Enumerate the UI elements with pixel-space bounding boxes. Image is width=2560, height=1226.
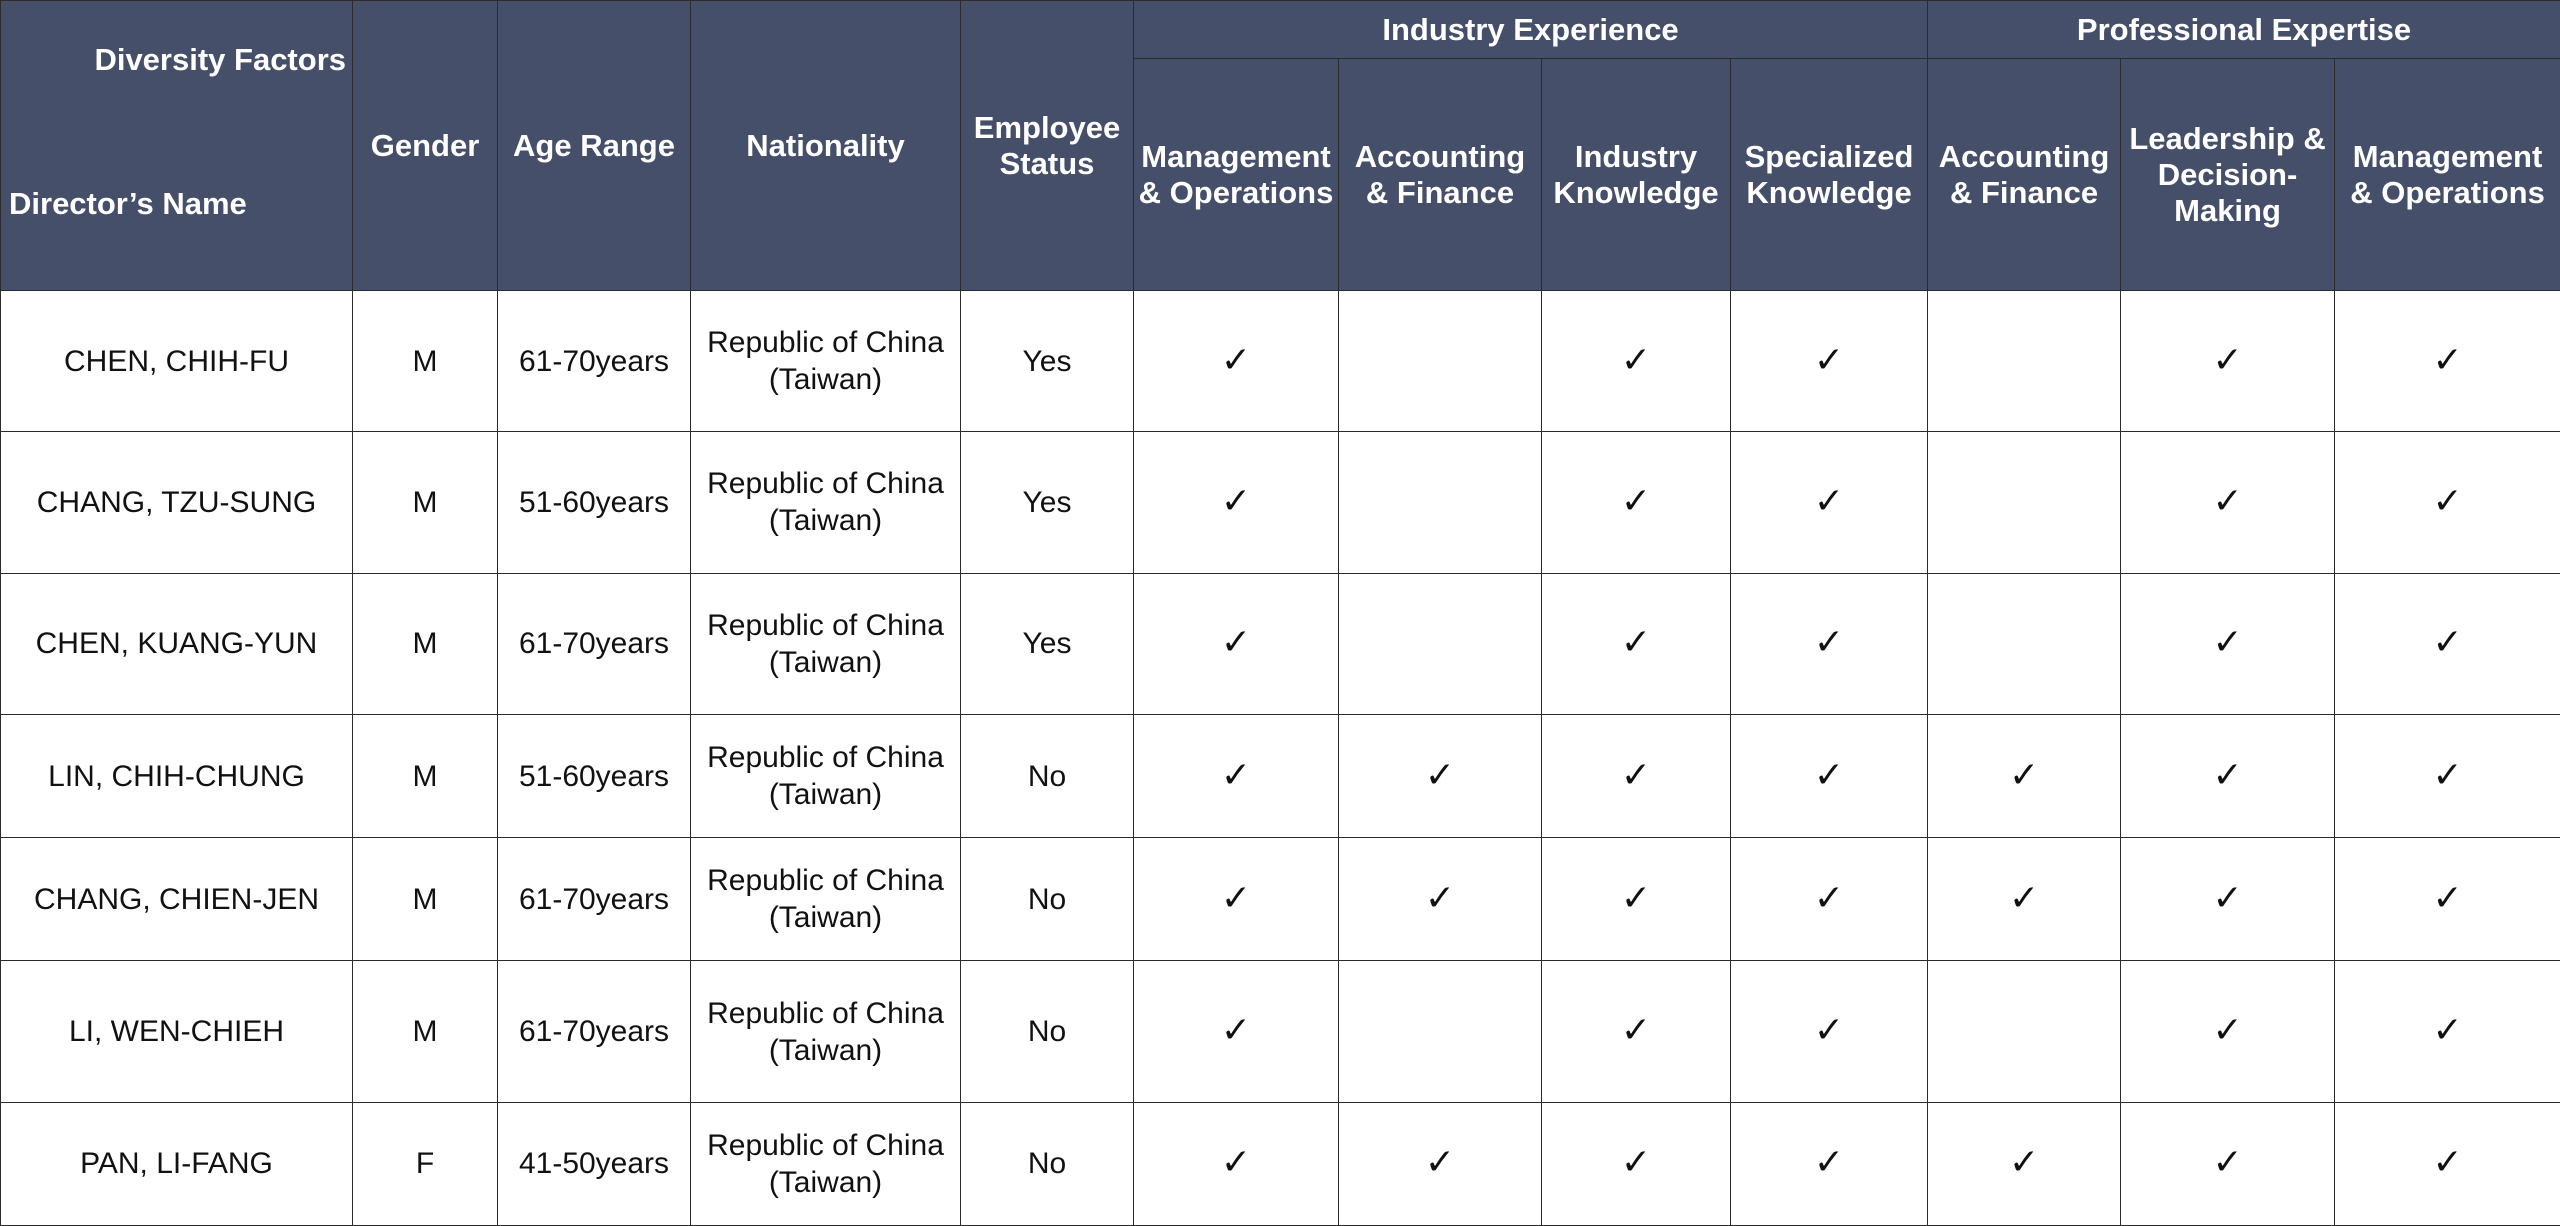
industry-experience-cell — [1134, 961, 1339, 1102]
table-header — [1, 1, 2560, 291]
check-mark-icon: ✓ — [1620, 622, 1652, 664]
industry-experience-cell — [1339, 1102, 1542, 1225]
nationality-line: (Taiwan) — [768, 504, 883, 538]
gender-cell: M — [353, 838, 498, 961]
check-mark-icon: ✓ — [1620, 1142, 1652, 1184]
gender-header: Gender — [353, 1, 498, 291]
nationality-cell — [691, 291, 961, 432]
professional-expertise-cell — [2121, 961, 2335, 1102]
employee-status-cell: No — [961, 1102, 1134, 1225]
professional-expertise-cell — [2121, 432, 2335, 573]
check-mark-icon: ✓ — [2212, 622, 2243, 664]
employee-status-cell: Yes — [961, 291, 1134, 432]
industry-experience-cell — [1731, 432, 1928, 573]
nationality-cell — [691, 838, 961, 961]
industry-experience-cell — [1134, 573, 1339, 714]
industry-experience-cell — [1731, 573, 1928, 714]
check-mark-icon: ✓ — [1620, 1010, 1652, 1052]
table-row — [1, 714, 2560, 837]
professional-expertise-cell — [1928, 432, 2121, 573]
industry-experience-cell — [1542, 961, 1731, 1102]
header-line: Management — [1141, 138, 1331, 174]
nationality-line: Republic of China — [707, 741, 944, 775]
director-name-cell: CHEN, CHIH-FU — [1, 291, 353, 432]
nationality-line: (Taiwan) — [768, 363, 883, 397]
check-mark-icon: ✓ — [1813, 339, 1845, 381]
header-line: Industry — [1574, 138, 1698, 174]
nationality-cell — [691, 432, 961, 573]
age-range-cell: 51-60years — [498, 432, 691, 573]
nationality-line: (Taiwan) — [768, 645, 883, 679]
check-mark-icon: ✓ — [1813, 754, 1845, 796]
professional-expertise-cell — [2335, 1102, 2560, 1225]
check-mark-icon: ✓ — [2212, 480, 2243, 522]
gender-cell: M — [353, 432, 498, 573]
director-name-cell: PAN, LI-FANG — [1, 1102, 353, 1225]
table-row — [1, 291, 2560, 432]
professional-expertise-cell — [2335, 291, 2560, 432]
header-line: Accounting — [1354, 138, 1526, 174]
check-mark-icon: ✓ — [1620, 339, 1652, 381]
professional-expertise-cell — [2121, 573, 2335, 714]
table-row — [1, 573, 2560, 714]
table-body — [1, 291, 2560, 1226]
check-mark-icon: ✓ — [2212, 754, 2243, 796]
header-line: Knowledge — [1553, 174, 1719, 210]
nationality-line: Republic of China — [707, 1128, 944, 1162]
gender-cell: M — [353, 714, 498, 837]
professional-expertise-cell — [1928, 1102, 2121, 1225]
professional-expertise-cell — [2335, 432, 2560, 573]
employee-status-header-line: Employee — [973, 109, 1121, 145]
expertise-col-header — [2121, 59, 2335, 291]
nationality-line: (Taiwan) — [768, 901, 883, 935]
header-line: Knowledge — [1746, 174, 1912, 210]
expertise-col-header — [2335, 59, 2560, 291]
nationality-line: (Taiwan) — [768, 1165, 883, 1199]
check-mark-icon: ✓ — [1620, 480, 1652, 522]
director-name-cell: LI, WEN-CHIEH — [1, 961, 353, 1102]
industry-experience-group-header: Industry Experience — [1134, 1, 1928, 59]
nationality-line: (Taiwan) — [768, 778, 883, 812]
check-mark-icon: ✓ — [2432, 1010, 2463, 1052]
professional-expertise-cell — [2335, 961, 2560, 1102]
check-mark-icon: ✓ — [2432, 877, 2463, 919]
industry-experience-cell — [1542, 432, 1731, 573]
check-mark-icon: ✓ — [1424, 1142, 1456, 1184]
director-name-cell: CHANG, TZU-SUNG — [1, 432, 353, 573]
check-mark-icon: ✓ — [1813, 622, 1845, 664]
industry-experience-cell — [1731, 838, 1928, 961]
check-mark-icon: ✓ — [1620, 754, 1652, 796]
age-range-cell: 51-60years — [498, 714, 691, 837]
professional-expertise-cell — [1928, 838, 2121, 961]
employee-status-cell: No — [961, 714, 1134, 837]
industry-experience-cell — [1339, 291, 1542, 432]
check-mark-icon: ✓ — [1813, 480, 1845, 522]
industry-experience-cell — [1134, 714, 1339, 837]
employee-status-header — [961, 1, 1134, 291]
employee-status-cell: No — [961, 838, 1134, 961]
professional-expertise-cell — [2121, 1102, 2335, 1225]
header-line: & Operations — [1138, 174, 1334, 210]
check-mark-icon: ✓ — [2008, 754, 2040, 796]
industry-experience-cell — [1731, 1102, 1928, 1225]
age-range-cell: 41-50years — [498, 1102, 691, 1225]
nationality-header: Nationality — [691, 1, 961, 291]
nationality-cell — [691, 573, 961, 714]
check-mark-icon: ✓ — [1813, 1010, 1845, 1052]
table-row — [1, 432, 2560, 573]
check-mark-icon: ✓ — [2432, 1142, 2463, 1184]
industry-col-header — [1339, 59, 1542, 291]
professional-expertise-cell — [2121, 291, 2335, 432]
check-mark-icon: ✓ — [2212, 1010, 2243, 1052]
industry-experience-cell — [1542, 1102, 1731, 1225]
nationality-line: Republic of China — [707, 864, 944, 898]
header-line: & Operations — [2350, 174, 2545, 210]
check-mark-icon: ✓ — [2212, 1142, 2243, 1184]
industry-experience-cell — [1134, 1102, 1339, 1225]
check-mark-icon: ✓ — [1220, 877, 1252, 919]
directors-name-label: Director’s Name — [9, 185, 247, 221]
industry-experience-cell — [1134, 838, 1339, 961]
header-line: Making — [2174, 192, 2281, 228]
gender-cell: M — [353, 291, 498, 432]
nationality-cell — [691, 1102, 961, 1225]
table-row — [1, 1102, 2560, 1225]
check-mark-icon: ✓ — [1424, 754, 1456, 796]
table-row — [1, 961, 2560, 1102]
header-line: Decision- — [2157, 156, 2298, 192]
industry-experience-cell — [1542, 714, 1731, 837]
professional-expertise-cell — [2335, 573, 2560, 714]
nationality-line: Republic of China — [707, 996, 944, 1030]
header-line: & Finance — [1365, 174, 1515, 210]
professional-expertise-cell — [1928, 573, 2121, 714]
professional-expertise-cell — [2121, 714, 2335, 837]
header-line: Specialized — [1744, 138, 1914, 174]
age-range-header: Age Range — [498, 1, 691, 291]
check-mark-icon: ✓ — [2432, 622, 2463, 664]
check-mark-icon: ✓ — [1220, 1142, 1252, 1184]
check-mark-icon: ✓ — [1813, 1142, 1845, 1184]
check-mark-icon: ✓ — [1220, 622, 1252, 664]
check-mark-icon: ✓ — [1220, 754, 1252, 796]
nationality-line: (Taiwan) — [768, 1033, 883, 1067]
check-mark-icon: ✓ — [2432, 754, 2463, 796]
header-line: Accounting — [1938, 138, 2110, 174]
age-range-cell: 61-70years — [498, 291, 691, 432]
professional-expertise-cell — [1928, 961, 2121, 1102]
nationality-line: Republic of China — [707, 608, 944, 642]
industry-experience-cell — [1339, 961, 1542, 1102]
professional-expertise-cell — [1928, 714, 2121, 837]
industry-experience-cell — [1542, 291, 1731, 432]
industry-experience-cell — [1731, 291, 1928, 432]
professional-expertise-cell — [2335, 714, 2560, 837]
expertise-col-header — [1928, 59, 2121, 291]
nationality-cell — [691, 961, 961, 1102]
check-mark-icon: ✓ — [1620, 877, 1652, 919]
age-range-cell: 61-70years — [498, 573, 691, 714]
industry-col-header — [1134, 59, 1339, 291]
professional-expertise-group-header: Professional Expertise — [1928, 1, 2560, 59]
director-name-cell: CHEN, KUANG-YUN — [1, 573, 353, 714]
industry-col-header — [1731, 59, 1928, 291]
industry-experience-cell — [1542, 838, 1731, 961]
professional-expertise-cell — [1928, 291, 2121, 432]
check-mark-icon: ✓ — [2432, 339, 2463, 381]
header-line: & Finance — [1949, 174, 2099, 210]
check-mark-icon: ✓ — [1220, 339, 1252, 381]
nationality-cell — [691, 714, 961, 837]
age-range-cell: 61-70years — [498, 961, 691, 1102]
industry-experience-cell — [1134, 291, 1339, 432]
professional-expertise-cell — [2121, 838, 2335, 961]
check-mark-icon: ✓ — [2432, 480, 2463, 522]
age-range-cell: 61-70years — [498, 838, 691, 961]
check-mark-icon: ✓ — [2008, 877, 2040, 919]
employee-status-header-line: Status — [999, 145, 1095, 181]
table-row — [1, 838, 2560, 961]
industry-experience-cell — [1731, 961, 1928, 1102]
check-mark-icon: ✓ — [2212, 877, 2243, 919]
industry-experience-cell — [1339, 573, 1542, 714]
director-name-cell: LIN, CHIH-CHUNG — [1, 714, 353, 837]
check-mark-icon: ✓ — [2008, 1142, 2040, 1184]
industry-experience-cell — [1339, 714, 1542, 837]
nationality-line: Republic of China — [707, 467, 944, 501]
director-name-cell: CHANG, CHIEN-JEN — [1, 838, 353, 961]
industry-experience-cell — [1134, 432, 1339, 573]
industry-col-header — [1542, 59, 1731, 291]
diversity-factors-label: Diversity Factors — [94, 41, 346, 77]
employee-status-cell: No — [961, 961, 1134, 1102]
header-line: Management — [2352, 138, 2543, 174]
check-mark-icon: ✓ — [1220, 1010, 1252, 1052]
industry-experience-cell — [1731, 714, 1928, 837]
industry-experience-cell — [1339, 432, 1542, 573]
industry-experience-cell — [1339, 838, 1542, 961]
check-mark-icon: ✓ — [2212, 339, 2243, 381]
corner-header-cell — [1, 1, 353, 291]
employee-status-cell: Yes — [961, 573, 1134, 714]
gender-cell: M — [353, 573, 498, 714]
professional-expertise-cell — [2335, 838, 2560, 961]
industry-experience-cell — [1542, 573, 1731, 714]
nationality-line: Republic of China — [707, 326, 944, 360]
check-mark-icon: ✓ — [1813, 877, 1845, 919]
check-mark-icon: ✓ — [1220, 480, 1252, 522]
employee-status-cell: Yes — [961, 432, 1134, 573]
gender-cell: F — [353, 1102, 498, 1225]
gender-cell: M — [353, 961, 498, 1102]
header-line: Leadership & — [2129, 120, 2326, 156]
check-mark-icon: ✓ — [1424, 877, 1456, 919]
